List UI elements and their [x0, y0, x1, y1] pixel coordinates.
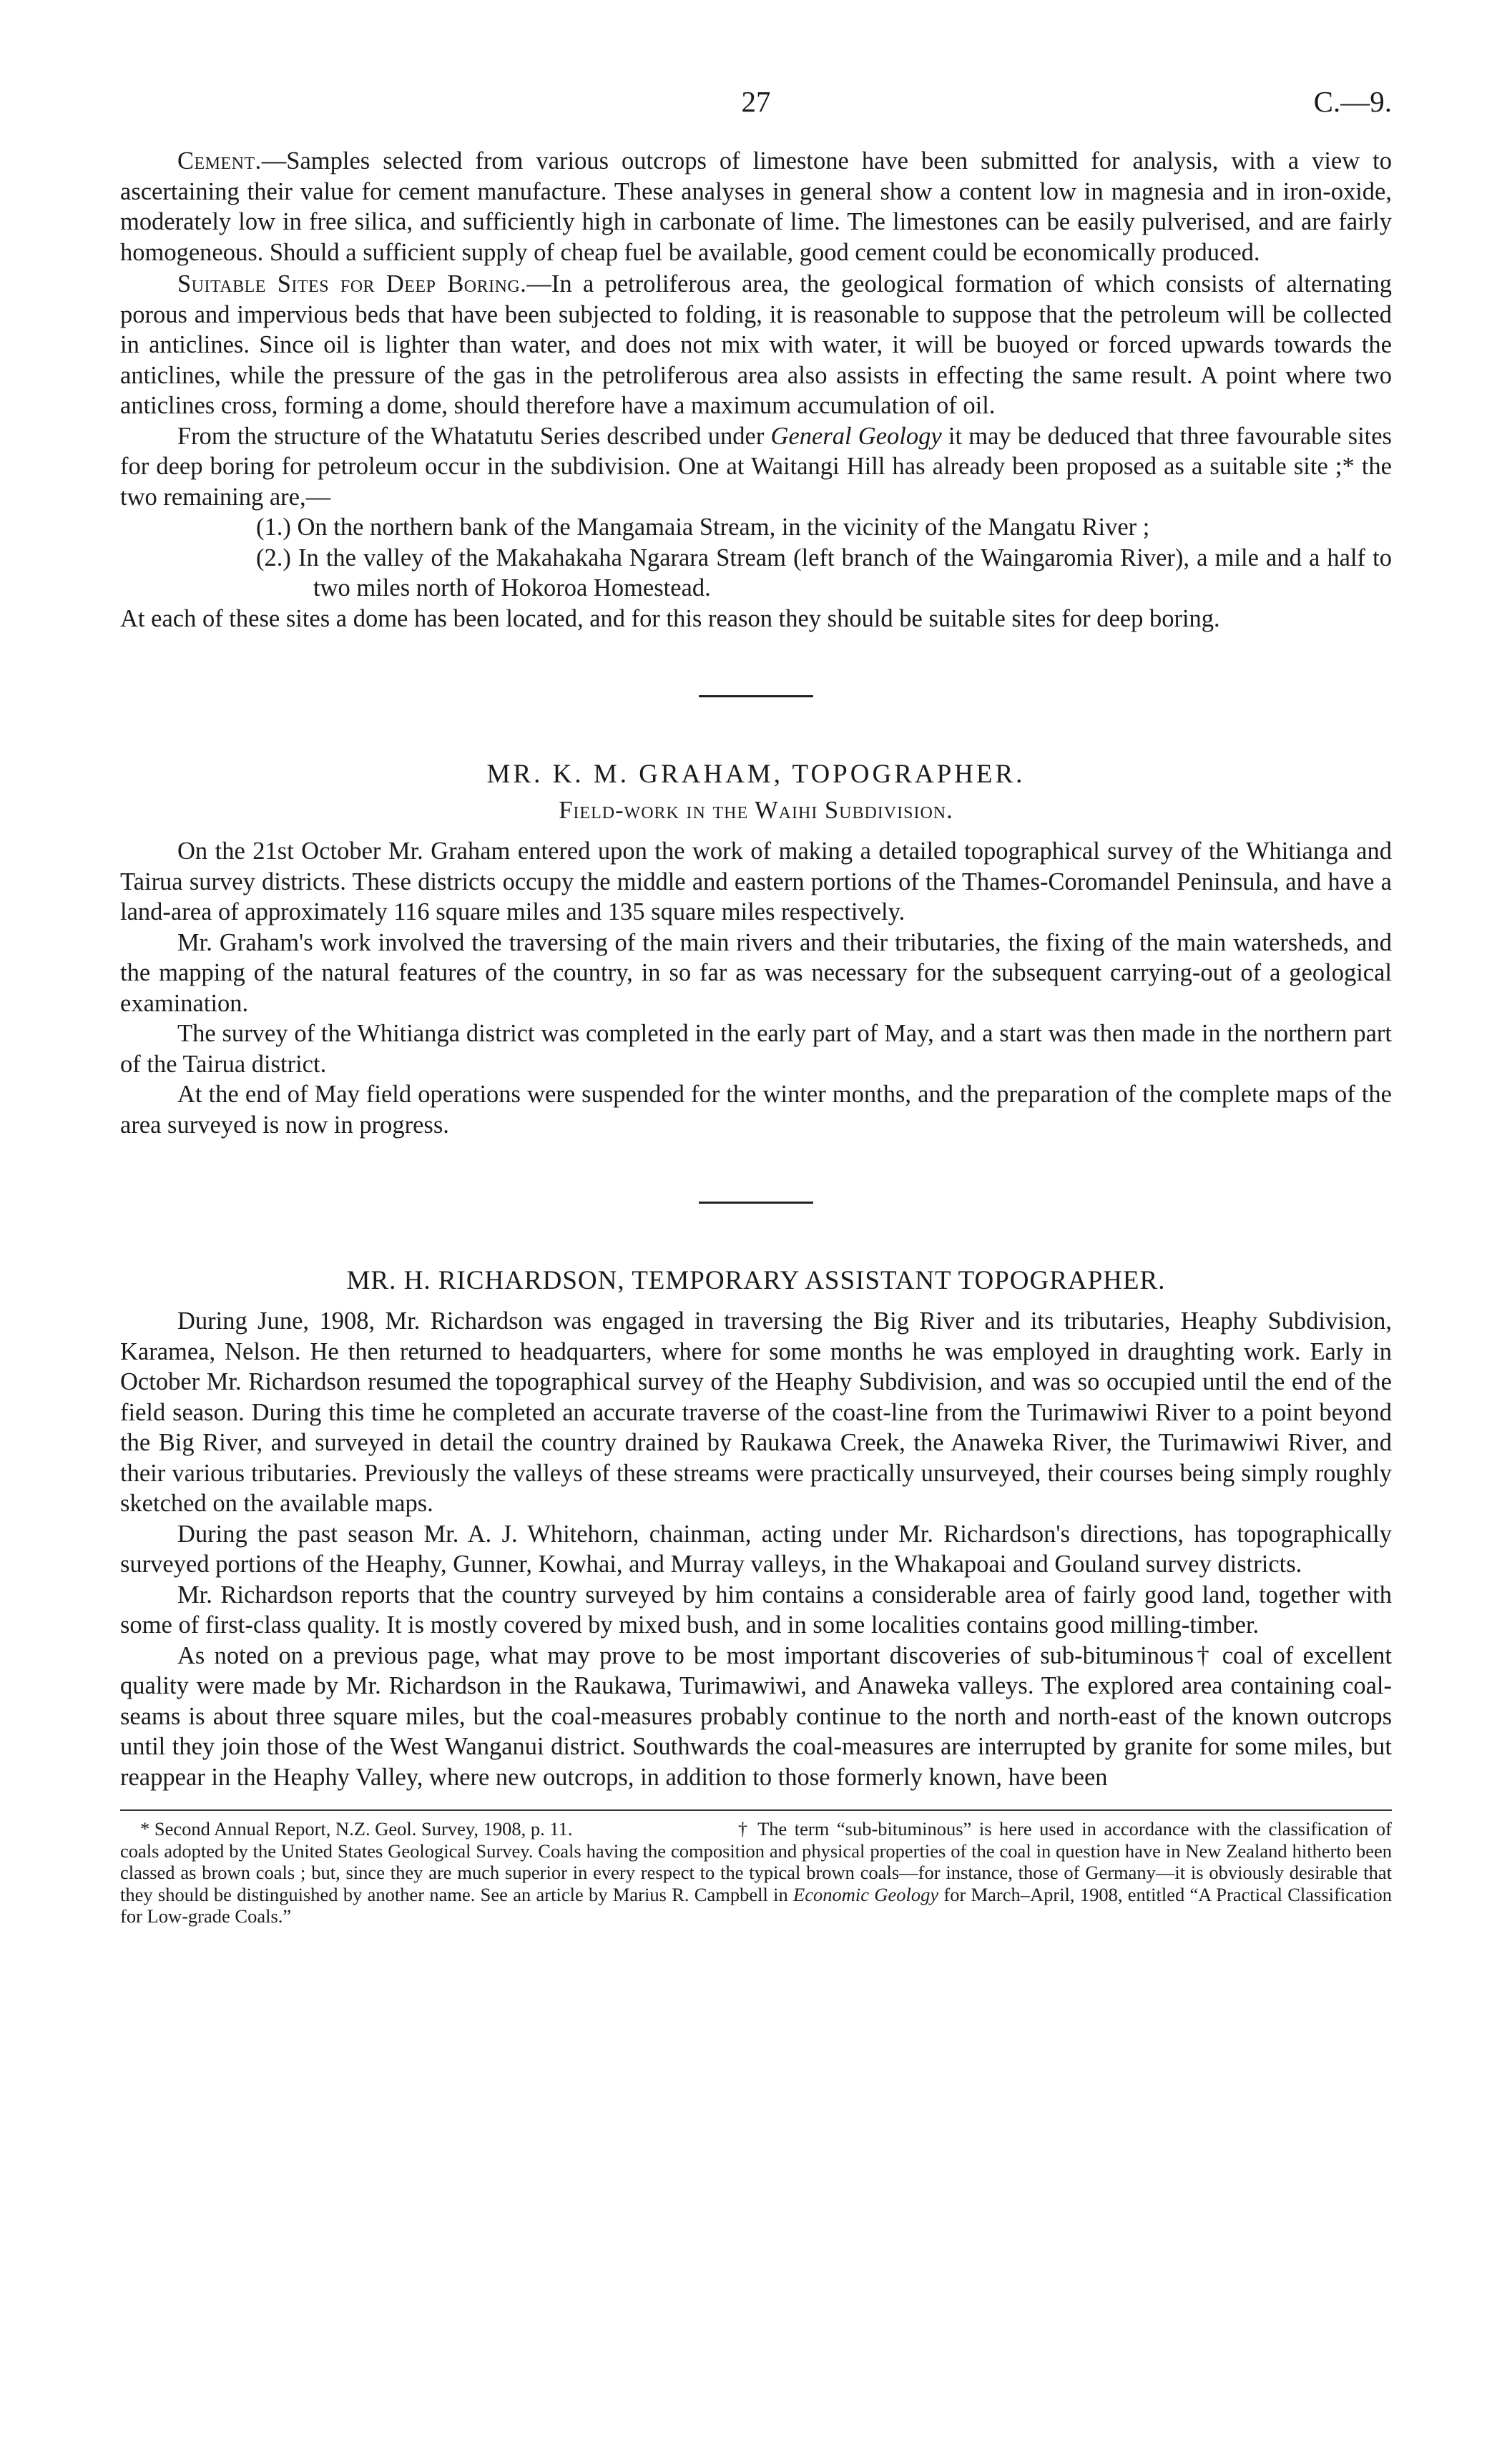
footnotes	[120, 1818, 1392, 1927]
boring-paragraph-2	[120, 421, 1392, 513]
page-header	[120, 84, 1392, 142]
list-item-number: (2.)	[256, 544, 291, 571]
footnote-2-text-a: † The term “sub-bituminous” is here used in accordance with the classification of coals adopted by the United States Geological Survey. Coals having the composition and physical properties of the coal in question have in New Zealand hitherto been classed as brown coals ; but, since they are much superior in every respect to the typical brown coals—for instance, those of Germany—it is obviously desirable that they should be distinguished by another name. See an article by Marius R. Campbell in	[120, 1818, 1392, 1905]
graham-section-subtitle: Field-work in the Waihi Subdivision.	[559, 797, 953, 824]
boring-heading: Suitable Sites for Deep Boring.	[177, 270, 527, 298]
cement-heading: Cement.	[177, 147, 262, 175]
list-item-number: (1.)	[256, 514, 291, 541]
footnote-2-text-b: for March–April, 1908, entitled “A Practical Classification for Low-grade Coals.”	[120, 1883, 1392, 1927]
cement-paragraph	[120, 146, 1392, 267]
cement-text: —Samples selected from various outcrops of limestone have been submitted for analysis, with a view to ascertaining their value for cement manufacture. These analyses in general show a content low in magnesia and in iron-oxide, moderately low in free silica, and sufficiently high in carbonate of lime. The limestones can be easily pulverised, and are fairly homogeneous. Should a sufficient supply of cheap fuel be available, good cement could be economically produced.	[120, 147, 1392, 266]
page-number: 27	[741, 85, 771, 118]
list-item-text: On the northern bank of the Mangamaia Stream, in the vicinity of the Mangatu River ;	[297, 514, 1150, 541]
richardson-paragraph-3: Mr. Richardson reports that the country surveyed by him contains a considerable area of fairly good land, together with some of first-class quality. It is mostly covered by mixed bush, and in some localities contains good milling-timber.	[120, 1581, 1392, 1639]
document-reference: C.—9.	[1313, 85, 1392, 118]
economic-geology-reference: Economic Geology	[793, 1883, 939, 1905]
graham-paragraph-4: At the end of May field operations were suspended for the winter months, and the preparation of the complete maps of the area surveyed is now in progress.	[120, 1081, 1392, 1139]
graham-paragraph-1: On the 21st October Mr. Graham entered upon the work of making a detailed topographical survey of the Whitianga and Tairua survey districts. These districts occupy the middle and eastern portions of the Thames-Coromandel Peninsula, and have a land-area of approximately 116 square miles and 135 square miles respectively.	[120, 838, 1392, 925]
list-item-text: In the valley of the Makahakaha Ngarara Stream (left branch of the Waingaromia River), a mile and a half to two miles north of Hokoroa Homestead.	[298, 544, 1392, 601]
document-page	[120, 84, 1392, 1927]
richardson-section-title: MR. H. RICHARDSON, TEMPORARY ASSISTANT TOPOGRAPHER.	[346, 1266, 1166, 1295]
graham-section-title: MR. K. M. GRAHAM, TOPOGRAPHER.	[486, 760, 1026, 789]
boring-text: —In a petroliferous area, the geological formation of which consists of alternating porous and impervious beds that have been subjected to folding, it is reasonable to suppose that the petroleum will be collected in anticlines. Since oil is lighter than water, and does not mix with water, it will be buoyed or forced upwards towards the anticlines, while the pressure of the gas in the petroliferous area also assists in effecting the same result. A point where two anticlines cross, forming a dome, should therefore have a maximum accumulation of oil.	[120, 270, 1392, 419]
boring-para2-text-b: it may be deduced that three favourable sites for deep boring for petroleum occur in the subdivision. One at Waitangi Hill has already been proposed as a suitable site ;* the two remaining are,—	[120, 422, 1392, 511]
boring-conclusion: At each of these sites a dome has been located, and for this reason they should be suitable sites for deep boring.	[120, 604, 1220, 632]
graham-paragraph-2: Mr. Graham's work involved the traversing of the main rivers and their tributaries, the fixing of the main watersheds, and the mapping of the natural features of the country, in so far as was necessary for the subsequent carrying-out of a geological examination.	[120, 928, 1392, 1017]
footnote-1: * Second Annual Report, N.Z. Geol. Survey, 1908, p. 11.	[140, 1818, 573, 1840]
richardson-paragraph-2: During the past season Mr. A. J. Whitehorn, chainman, acting under Mr. Richardson's directions, has topographically surveyed portions of the Heaphy, Gunner, Kowhai, and Murray valleys, in the Whakapoai and Gouland survey districts.	[120, 1520, 1392, 1578]
boring-paragraph	[120, 269, 1392, 421]
graham-paragraph-3: The survey of the Whitianga district was completed in the early part of May, and a start was then made in the northern part of the Tairua district.	[120, 1020, 1392, 1078]
boring-para2-text-a: From the structure of the Whatatutu Series described under	[177, 422, 771, 450]
list-item	[120, 512, 1392, 543]
boring-sites-list	[120, 512, 1392, 604]
richardson-paragraph-4: As noted on a previous page, what may prove to be most important discoveries of sub-bituminous† coal of excellent quality were made by Mr. Richardson in the Raukawa, Turimawiwi, and Anaweka valleys. The explored area containing coal-seams is about three square miles, but the coal-measures probably continue to the north and north-east of the known outcrops until they join those of the West Wanganui district. Southwards the coal-measures are interrupted by granite for some miles, but reappear in the Heaphy Valley, where new outcrops, in addition to those formerly known, have been	[120, 1641, 1392, 1791]
general-geology-reference: General Geology	[770, 422, 942, 450]
richardson-paragraph-1: During June, 1908, Mr. Richardson was engaged in traversing the Big River and its tributaries, Heaphy Subdivision, Karamea, Nelson. He then returned to headquarters, where for some months he was employed in draughting work. Early in October Mr. Richardson resumed the topographical survey of the Heaphy Subdivision, and was so occupied until the end of the field season. During this time he completed an accurate traverse of the coast-line from the Turimawiwi River to a point beyond the Big River, and surveyed in detail the country drained by Raukawa Creek, the Anaweka River, the Turimawiwi River, and their various tributaries. Previously the valleys of these streams were practically unsurveyed, their courses being simply roughly sketched on the available maps.	[120, 1307, 1392, 1517]
list-item	[120, 543, 1392, 604]
